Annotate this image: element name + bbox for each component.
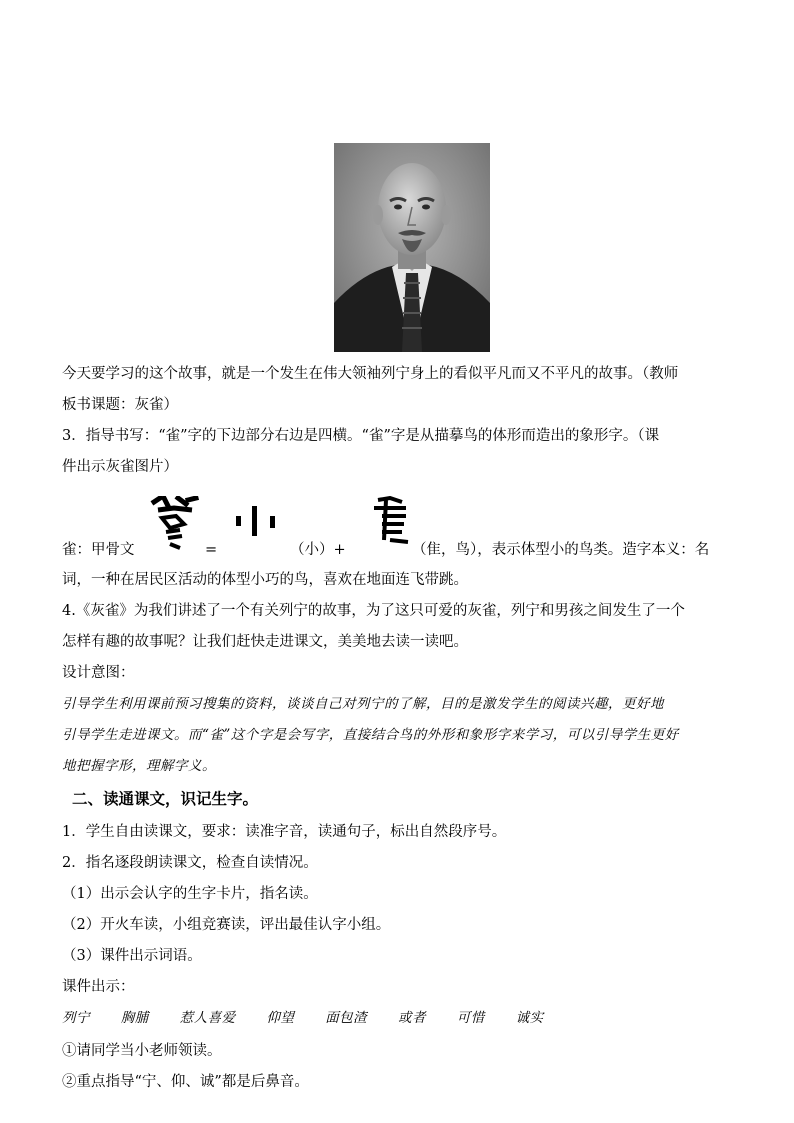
section2-sub-1: （1）出示会认字的生字卡片，指名读。 [62, 886, 318, 902]
vocab-word: 胸脯 [120, 1010, 149, 1026]
lenin-portrait [334, 143, 490, 352]
vocab-word: 可惜 [456, 1010, 485, 1026]
vocab-word: 或者 [397, 1010, 426, 1026]
design-line-2: 引导学生走进课文。而“雀”这个字是会写字，直接结合鸟的外形和象形字来学习，可以引导学生更好 [62, 727, 679, 743]
design-line-1: 引导学生利用课前预习搜集的资料，谈谈自己对列宁的了解，目的是激发学生的阅读兴趣，更好地 [62, 696, 664, 712]
bird-script-glyph [368, 496, 412, 548]
step4-line-2: 怎样有趣的故事呢？让我们赶快走进课文，美美地去读一读吧。 [62, 634, 468, 650]
vocab-word: 诚实 [515, 1010, 544, 1026]
step3-line-2: 件出示灰雀图片） [62, 459, 178, 475]
intro-line-1: 今天要学习的这个故事，就是一个发生在伟大领袖列宁身上的看似平凡而又不平凡的故事。（教师 [62, 366, 679, 382]
etymology-line-2: 词，一种在居民区活动的体型小巧的鸟，喜欢在地面连飞带跳。 [62, 572, 468, 588]
section2-item-2: 2．指名逐段朗读课文，检查自读情况。 [62, 855, 318, 871]
portrait-illustration [334, 143, 490, 352]
intro-line-2: 板书课题：灰雀） [62, 397, 178, 413]
etymology-word: 雀：甲骨文 [62, 542, 135, 558]
vocab-word: 惹人喜爱 [179, 1010, 236, 1026]
etymology-bird: （隹，鸟），表示体型小的鸟类。造字本义：名 [412, 542, 710, 558]
section2-sub-3: （3）课件出示词语。 [62, 948, 202, 964]
note-2: ②重点指导“宁、仰、诚”都是后鼻音。 [62, 1074, 309, 1090]
section2-sub-2: （2）开火车读，小组竞赛读，评出最佳认字小组。 [62, 917, 391, 933]
etymology-equals: = [205, 542, 218, 558]
vocabulary-list [62, 1008, 570, 1028]
courseware-label: 课件出示： [62, 979, 135, 995]
etymology-small: （小）+ [290, 542, 346, 558]
vocab-word: 列宁 [62, 1010, 90, 1026]
oracle-bone-que-glyph [150, 496, 200, 554]
section2-heading: 二、读通课文，识记生字。 [72, 790, 259, 808]
vocab-word: 仰望 [266, 1010, 295, 1026]
vocab-word: 面包渣 [325, 1010, 368, 1026]
section2-item-1: 1．学生自由读课文，要求：读准字音，读通句子，标出自然段序号。 [62, 824, 507, 840]
small-script-glyph [232, 506, 282, 550]
note-1: ①请同学当小老师领读。 [62, 1043, 222, 1059]
design-line-3: 地把握字形，理解字义。 [62, 758, 216, 774]
design-label: 设计意图： [62, 665, 135, 681]
step4-line-1: 4.《灰雀》为我们讲述了一个有关列宁的故事，为了这只可爱的灰雀，列宁和男孩之间发生了一个 [62, 603, 685, 619]
step3-line-1: 3．指导书写：“雀”字的下边部分右边是四横。“雀”字是从描摹鸟的体形而造出的象形字。（课 [62, 428, 660, 444]
